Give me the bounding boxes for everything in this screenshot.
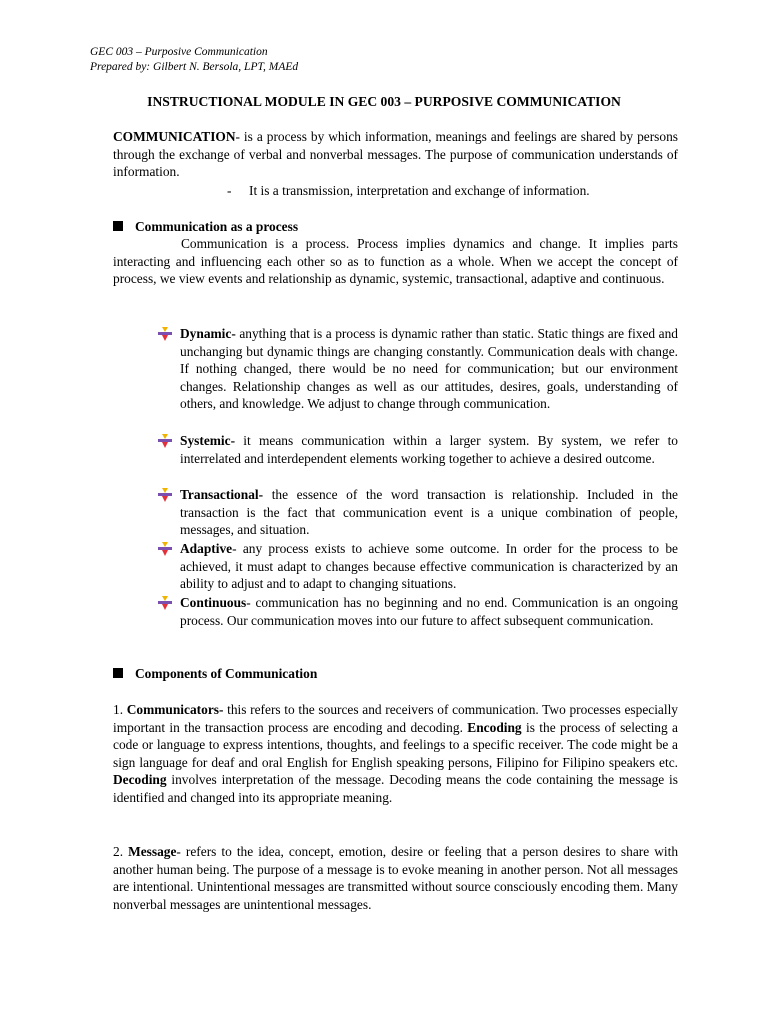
- bullet-transactional: Transactional- the essence of the word transaction is relationship. Included in the transaction is the fact that communication event is a unique combination of people, messages, and situation.: [158, 486, 678, 539]
- definition-paragraph: [113, 128, 678, 181]
- page-header: [90, 45, 298, 75]
- page-title: INSTRUCTIONAL MODULE IN GEC 003 – PURPOSIVE COMMUNICATION: [147, 94, 621, 109]
- component-communicators: 1. Communicators- this refers to the sources and receivers of communication. Two processes especially important in the transaction process are encoding and decoding. Encoding is the process of selecting a code or language to express intentions, thoughts, and feelings to a specific receiver. The code might be a sign language for deaf and oral English for English speaking persons, Filipino for Filipino speakers etc. Decoding involves interpretation of the message. Decoding means the code containing the message is identified and changed into its appropriate meaning.: [113, 702, 679, 805]
- section-heading-process: Communication as a process: [113, 218, 298, 236]
- arrow-bullet-icon: [158, 327, 172, 341]
- definition-dash-item: [227, 182, 590, 200]
- definition-term: COMMUNICATION: [113, 129, 236, 144]
- bullet-systemic: Systemic- it means communication within a larger system. By system, we refer to interrelated and interdependent elements working together to achieve a desired outcome.: [158, 432, 678, 467]
- dash-symbol: -: [227, 183, 232, 198]
- bullet-adaptive: Adaptive- any process exists to achieve some outcome. In order for the process to be achieved, it must adapt to changes because effective communication is characterized by an ability to adjust and to adapt to changing situations.: [158, 540, 678, 593]
- square-bullet-icon: [113, 668, 123, 678]
- header-author: Prepared by: Gilbert N. Bersola, LPT, MAEd: [90, 61, 299, 73]
- section-heading-components: Components of Communication: [113, 665, 317, 683]
- bullet-dynamic: Dynamic- anything that is a process is dynamic rather than static. Static things are fixed and unchanging but dynamic things are changing constantly. Communication deals with change. If nothing changed, there would be no need for communication; but our environment changes. Relationship changes as well as our attitudes, desires, goals, understanding of others, and knowledge. We adjust to change through communication.: [158, 325, 678, 413]
- dash-text: It is a transmission, interpretation and exchange of information.: [249, 183, 590, 198]
- arrow-bullet-icon: [158, 488, 172, 502]
- arrow-bullet-icon: [158, 596, 172, 610]
- definition-text: - is a process by which information, meanings and feelings are shared by persons through the exchange of verbal and nonverbal messages. The purpose of communication understands of information.: [113, 129, 678, 180]
- bullet-continuous: Continuous- communication has no beginning and no end. Communication is an ongoing process. Our communication moves into our future to affect subsequent communication.: [158, 594, 678, 629]
- square-bullet-icon: [113, 221, 123, 231]
- arrow-bullet-icon: [158, 542, 172, 556]
- arrow-bullet-icon: [158, 434, 172, 448]
- header-course: GEC 003 – Purposive Communication: [90, 46, 268, 58]
- component-message: 2. Message- refers to the idea, concept, emotion, desire or feeling that a person desires to share with another human being. The purpose of a message is to evoke meaning in another person. Not all messages are intentional. Unintentional messages are transmitted without source consciously encoding them. Many nonverbal messages are unintentional messages.: [113, 844, 679, 912]
- process-paragraph: Communication is a process. Process implies dynamics and change. It implies parts interacting and influencing each other so as to function as a whole. When we accept the concept of process, we view events and relationship as dynamic, systemic, transactional, adaptive and continuous.: [113, 236, 678, 287]
